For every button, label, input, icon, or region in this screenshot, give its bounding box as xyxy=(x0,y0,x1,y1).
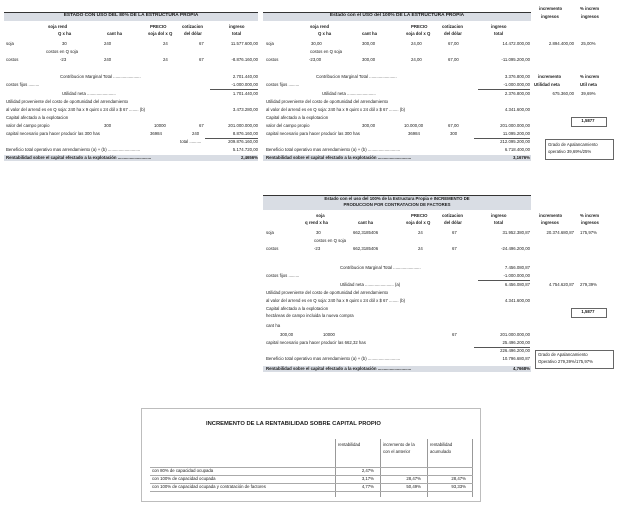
s2-col-total: total xyxy=(494,31,504,36)
s2-cmt-label: Contribucion Marginal Total ....................... xyxy=(316,74,397,79)
rent-label: Rentabilidad sobre el capital efectado a la explotación ............................ xyxy=(6,155,152,160)
s3-box-value: 1,5877 xyxy=(581,309,595,314)
s3-col-soja: soja xyxy=(316,213,325,218)
summary-col-incremento: incremento de la xyxy=(383,442,415,447)
s2-col-del-dolar: del dólar xyxy=(444,31,462,36)
s3-cf-underline xyxy=(478,280,530,281)
un-value: 1.701.440,00 xyxy=(232,91,258,96)
s2-row-costos-ha: 300,00 xyxy=(362,57,376,62)
s3-un-incr: 4.754.620,87 xyxy=(548,282,574,287)
s2-row-soja-rend: 30,00 xyxy=(311,41,322,46)
s3-total-value: 226.496.200,00 xyxy=(500,348,530,353)
s3-cant-ha-label: cant ha xyxy=(266,323,281,328)
s3-cmt-value: 7.456.080,87 xyxy=(504,265,530,270)
s2-arr-text: al valor del arrend es en Q soja: 240 ha x 9 quint x 24 dól x $ 67 ........ (b) xyxy=(266,107,406,112)
s2-campo-precio: 10.000,00 xyxy=(404,123,424,128)
s3-row-soja-cot: 67 xyxy=(452,230,457,235)
summary-col-acumulado: acumulado xyxy=(430,449,452,454)
s2-un-pct: 39,69% xyxy=(581,91,596,96)
section3-title1: Estado con el uso del 100% de la Estructura Propia e INCREMENTO DE xyxy=(324,196,470,201)
s3-row-soja-precio: 24 xyxy=(418,230,423,235)
row-costos-total: -8.876.160,00 xyxy=(231,57,258,62)
capnec-label: capital necesario para hacer producir las 300 has xyxy=(6,131,100,136)
ben-value: 5.174.720,00 xyxy=(232,147,258,152)
s3-campo-precio: 10000 xyxy=(323,332,335,337)
s2-capnec-label: capital necesario para hacer producir las 300 has xyxy=(266,131,360,136)
s3-col-pct-increm: % increm xyxy=(580,213,600,218)
col-ingreso: ingreso xyxy=(229,24,245,29)
summary-col-anterior: con el anterior xyxy=(383,449,411,454)
row-costos-ha: 240 xyxy=(104,57,112,62)
s3-un-pct: 279,39% xyxy=(580,282,597,287)
summary-col-rentabilidad: rentabilidad xyxy=(338,442,361,447)
s2-row-soja-ha: 300,00 xyxy=(362,41,376,46)
s2-col-precio: PRECIO xyxy=(411,24,428,29)
s2-arr-value: 4.341.600,00 xyxy=(504,107,530,112)
s2-col-cant-ha: cant ha xyxy=(362,31,378,36)
s2-col-q-x-ha: Q x ha xyxy=(318,31,332,36)
s3-hect-label: hectáreas de campo incluida la nueva compra xyxy=(266,313,354,318)
summary-table xyxy=(141,408,481,502)
s3-col-ingreso: ingreso xyxy=(491,213,507,218)
row-costos-cot: 67 xyxy=(199,57,204,62)
s3-arr-text: al valor del arrend es en Q soja: 240 ha x 9 quint x 24 dól x $ 67 ........ (b) xyxy=(266,298,406,303)
col-del-dolar: del dólar xyxy=(184,31,202,36)
s2-costos-q-soja: costos en Q soja xyxy=(310,49,343,54)
s3-col-ingresos: ingresos xyxy=(541,220,559,225)
s2-col-incremento: incremento xyxy=(539,6,563,11)
section2-title: Estado con el USO del 100% DE LA ESTRUCTURA PROPIA xyxy=(329,13,465,18)
total-label: total .......... xyxy=(180,139,202,144)
row-costos-precio: 24 xyxy=(163,57,168,62)
s2-incr-label: incremento xyxy=(538,74,562,79)
s2-campo-label: valor del campo propio xyxy=(266,123,310,128)
summary-row-label: con 100% de capacidad ocupada xyxy=(152,476,216,481)
row-costos-label: costos xyxy=(6,57,19,62)
row-soja-rend: 30 xyxy=(62,41,67,46)
summary-row-rent: 3,17% xyxy=(361,476,374,481)
summary-title: INCREMENTO DE LA RENTABILIDAD SOBRE CAPITAL PROPIO xyxy=(206,421,381,427)
s2-ben-label: Beneficio total operativo mas arrendamiento (a) + (b) ........................... xyxy=(266,147,401,152)
cmt-label: Contribucion Marginal Total ....................... xyxy=(60,74,141,79)
s2-total-value: 212.095.200,00 xyxy=(500,139,530,144)
s3-col-cant-ha: cant ha xyxy=(358,220,374,225)
s2-cap-label: Capital afectado a la explotacion xyxy=(266,115,329,120)
summary-row-incr: 50,49% xyxy=(406,484,421,489)
s3-row-costos-precio: 24 xyxy=(418,246,423,251)
s2-un-incr: 675.360,00 xyxy=(552,91,574,96)
s2-un-label: Utilidad neta ........................ xyxy=(322,91,376,96)
s3-col-del-dolar: del dólar xyxy=(444,220,462,225)
capnec-ha: 240 xyxy=(192,131,200,136)
col-total: total xyxy=(232,31,242,36)
s3-row-costos-cot: 67 xyxy=(452,246,457,251)
s3-cap-label: Capital afectado a la explotacion xyxy=(266,306,329,311)
row-soja-total: 11.577.600,00 xyxy=(230,41,258,46)
s2-grado-l2: operativo 39,69%/25% xyxy=(548,149,592,154)
col-precio: PRECIO xyxy=(150,24,167,29)
s3-rent-value: 4,7668% xyxy=(513,366,530,371)
row-soja-precio: 24 xyxy=(163,41,168,46)
summary-row-rent: 4,77% xyxy=(361,484,374,489)
arr-text: al valor del arrend es en Q soja: 240 ha x 9 quint x 24 dól x $ 67 ........ (b) xyxy=(6,107,146,112)
s3-col-ingresos2: ingresos xyxy=(581,220,599,225)
campo-total: 201.000.000,00 xyxy=(228,123,258,128)
s3-row-costos-total: -24.496.200,00 xyxy=(501,246,530,251)
s3-cf-label: costos fijos ......... xyxy=(266,273,300,278)
s2-col-ingresos2: ingresos xyxy=(581,14,599,19)
s2-pct-increm-label: % increm xyxy=(580,74,600,79)
s3-col-total: total xyxy=(494,220,504,225)
s2-box-value: 1,5877 xyxy=(581,118,595,123)
s2-un-value: 2.376.800,00 xyxy=(504,91,530,96)
arr-value: 3.473.280,00 xyxy=(232,107,258,112)
s3-rent-label: Rentabilidad sobre el capital efectado a la explotación ............................ xyxy=(266,366,412,371)
summary-vline-4 xyxy=(472,439,473,497)
s2-capnec-total: 11.095.200,00 xyxy=(502,131,530,136)
s2-campo-cot: 67,00 xyxy=(448,123,459,128)
s3-col-q-x-ha: q rend x ha xyxy=(305,220,328,225)
summary-row-label: con 80% de capacidad ocupada xyxy=(152,468,214,473)
s3-ben-label: Beneficio total operativo mas arrendamiento (a) + (b) ........................... xyxy=(266,356,401,361)
s2-col-pct-increm: % increm xyxy=(580,6,600,11)
costos-q-soja: costos en Q soja xyxy=(46,49,79,54)
s3-row-soja-total: 31.952.380,87 xyxy=(502,230,530,235)
s3-campo-ha: 300,00 xyxy=(280,332,294,337)
row-soja-cot: 67 xyxy=(199,41,204,46)
s3-col-incremento: incremento xyxy=(539,213,563,218)
s2-row-soja-cot: 67,00 xyxy=(448,41,459,46)
s3-costos-q-soja: costos en Q soja xyxy=(314,238,347,243)
s2-row-soja-total: 14.472.000,00 xyxy=(502,41,530,46)
cmt-value: 2.701.440,00 xyxy=(232,74,258,79)
summary-row-incr: 28,47% xyxy=(406,476,421,481)
summary-row-label: con 100% de capacidad ocupada y contratación de factores xyxy=(152,484,266,489)
s2-col-ingresos: ingresos xyxy=(541,14,559,19)
s3-grado-l2: Operativo 279,39%/175,97% xyxy=(538,359,593,364)
s2-util-neta-lbl2: Util neta xyxy=(580,82,597,87)
s2-campo-rend: 300,00 xyxy=(362,123,376,128)
campo-precio: 10000 xyxy=(154,123,166,128)
s2-row-soja-precio: 24,00 xyxy=(411,41,422,46)
s2-ben-value: 6.718.400,00 xyxy=(504,147,530,152)
s3-cmt-label: Contribucion Marginal Total ....................... xyxy=(340,265,421,270)
s3-un-value: 6.456.080,87 xyxy=(504,282,530,287)
s3-row-soja-rend: 30 xyxy=(316,230,321,235)
s3-arr-value: 4.341.600,00 xyxy=(504,298,530,303)
campo-label: valor del campo propio xyxy=(6,123,50,128)
s3-row-costos-ha: 662,3185406 xyxy=(353,246,379,251)
capnec-q: 36984 xyxy=(150,131,162,136)
s2-cf-label: costos fijos ......... xyxy=(266,82,300,87)
s2-row-costos-total: -11.095.200,00 xyxy=(501,57,530,62)
s2-util-neta-label: Utilidad neta xyxy=(534,82,560,87)
util-text: Utilidad proveniente del costo de oportunidad del arrendamiento xyxy=(6,99,129,104)
section1-title: ESTADO CON USO DEL 80% DE LA ESTRUCTURA PROPIA xyxy=(63,13,199,18)
cf-value: -1.000.000,00 xyxy=(231,82,258,87)
s2-row-soja-pct: 25,00% xyxy=(581,41,596,46)
capnec-total: 8.876.160,00 xyxy=(232,131,258,136)
s2-row-costos-rend: -23,00 xyxy=(309,57,322,62)
s3-row-soja-incr: 20.374.680,87 xyxy=(546,230,574,235)
summary-row-acum: 28,47% xyxy=(451,476,466,481)
s3-util-text: Utilidad proveniente del costo de oportunidad del arrendamiento xyxy=(266,290,389,295)
s2-util-text: Utilidad proveniente del costo de oportunidad del arrendamiento xyxy=(266,99,389,104)
s2-campo-total: 201.000.000,00 xyxy=(500,123,530,128)
s2-row-soja-label: soja xyxy=(266,41,274,46)
s2-cf-underline xyxy=(478,89,530,90)
ben-label: Beneficio total operativo mas arrendamiento (a) + (b) ........................... xyxy=(6,147,141,152)
cf-label: costos fijos ......... xyxy=(6,82,40,87)
s3-row-costos-label: costos xyxy=(266,246,279,251)
summary-row-rent: 2,47% xyxy=(361,468,374,473)
summary-row-acum: 93,33% xyxy=(451,484,466,489)
s2-row-soja-incr: 2.894.400,00 xyxy=(548,41,574,46)
s3-row-soja-pct: 175,97% xyxy=(580,230,597,235)
s3-capnec-total: 25.496.200,00 xyxy=(502,340,530,345)
s2-col-soja-dol-q: soja dol x Q xyxy=(406,31,431,36)
s3-col-soja-dol-q: soja dol x Q xyxy=(406,220,431,225)
row-costos-rend: -23 xyxy=(60,57,67,62)
cf-underline xyxy=(210,89,258,90)
un-label: Utilidad neta ........................ xyxy=(62,91,116,96)
s3-col-cotizacion: cotizacion xyxy=(442,213,464,218)
total-value: 209.876.160,00 xyxy=(228,139,258,144)
s2-capnec-q: 36984 xyxy=(408,131,420,136)
s2-col-soja-rend: soja rend xyxy=(310,24,330,29)
s3-un-label: Utilidad neta ........................ (a) xyxy=(340,282,401,287)
s2-col-cotizacion: cotizacion xyxy=(442,24,464,29)
summary-hline-4 xyxy=(150,491,473,492)
col-cotizacion: cotizacion xyxy=(182,24,204,29)
section3-title2: PRODUCCION POR CONTRATACION DE FACTORES xyxy=(343,202,451,207)
s2-rent-value: 3,1676% xyxy=(513,155,530,160)
row-soja-label: soja xyxy=(6,41,14,46)
campo-cot: 67 xyxy=(199,123,204,128)
s3-cf-value: -1.000.000,00 xyxy=(503,273,530,278)
s3-capnec-label: capital necesario para hacer producir las 662,32 has xyxy=(266,340,366,345)
s2-rent-label: Rentabilidad sobre el capital efectado a la explotación ............................ xyxy=(266,155,412,160)
summary-col-rent2: rentabilidad xyxy=(430,442,453,447)
col-soja-rend: soja rend xyxy=(48,24,68,29)
s2-row-costos-precio: 24,00 xyxy=(411,57,422,62)
s2-cf-value: -1.000.000,00 xyxy=(503,82,530,87)
s3-grado-l1: Grado de Apalancamiento xyxy=(538,352,588,357)
s2-row-costos-cot: 67,00 xyxy=(448,57,459,62)
rent-value: 2,4656% xyxy=(241,155,258,160)
s3-row-soja-label: soja xyxy=(266,230,274,235)
s3-campo-cot: 67 xyxy=(452,332,457,337)
s3-row-costos-rend: -23 xyxy=(314,246,321,251)
s3-ben-value: 10.796.680,87 xyxy=(502,356,530,361)
s2-row-costos-label: costos xyxy=(266,57,279,62)
col-q-x-ha: Q x ha xyxy=(58,31,72,36)
cap-label: Capital afectado a la explotacion xyxy=(6,115,69,120)
campo-ha: 300 xyxy=(104,123,112,128)
s3-col-precio: PRECIO xyxy=(411,213,428,218)
s2-col-ingreso: ingreso xyxy=(491,24,507,29)
row-soja-ha: 240 xyxy=(104,41,112,46)
s3-row-soja-ha: 662,3185406 xyxy=(353,230,379,235)
s3-campo-total: 201.000.000,00 xyxy=(500,332,530,337)
s2-cmt-value: 3.376.800,00 xyxy=(504,74,530,79)
col-soja-dol-q: soja dol x Q xyxy=(148,31,173,36)
s2-capnec-ha: 300 xyxy=(450,131,458,136)
s2-grado-l1: Grado de Apalancamiento xyxy=(548,142,598,147)
col-cant-ha: cant ha xyxy=(107,31,123,36)
